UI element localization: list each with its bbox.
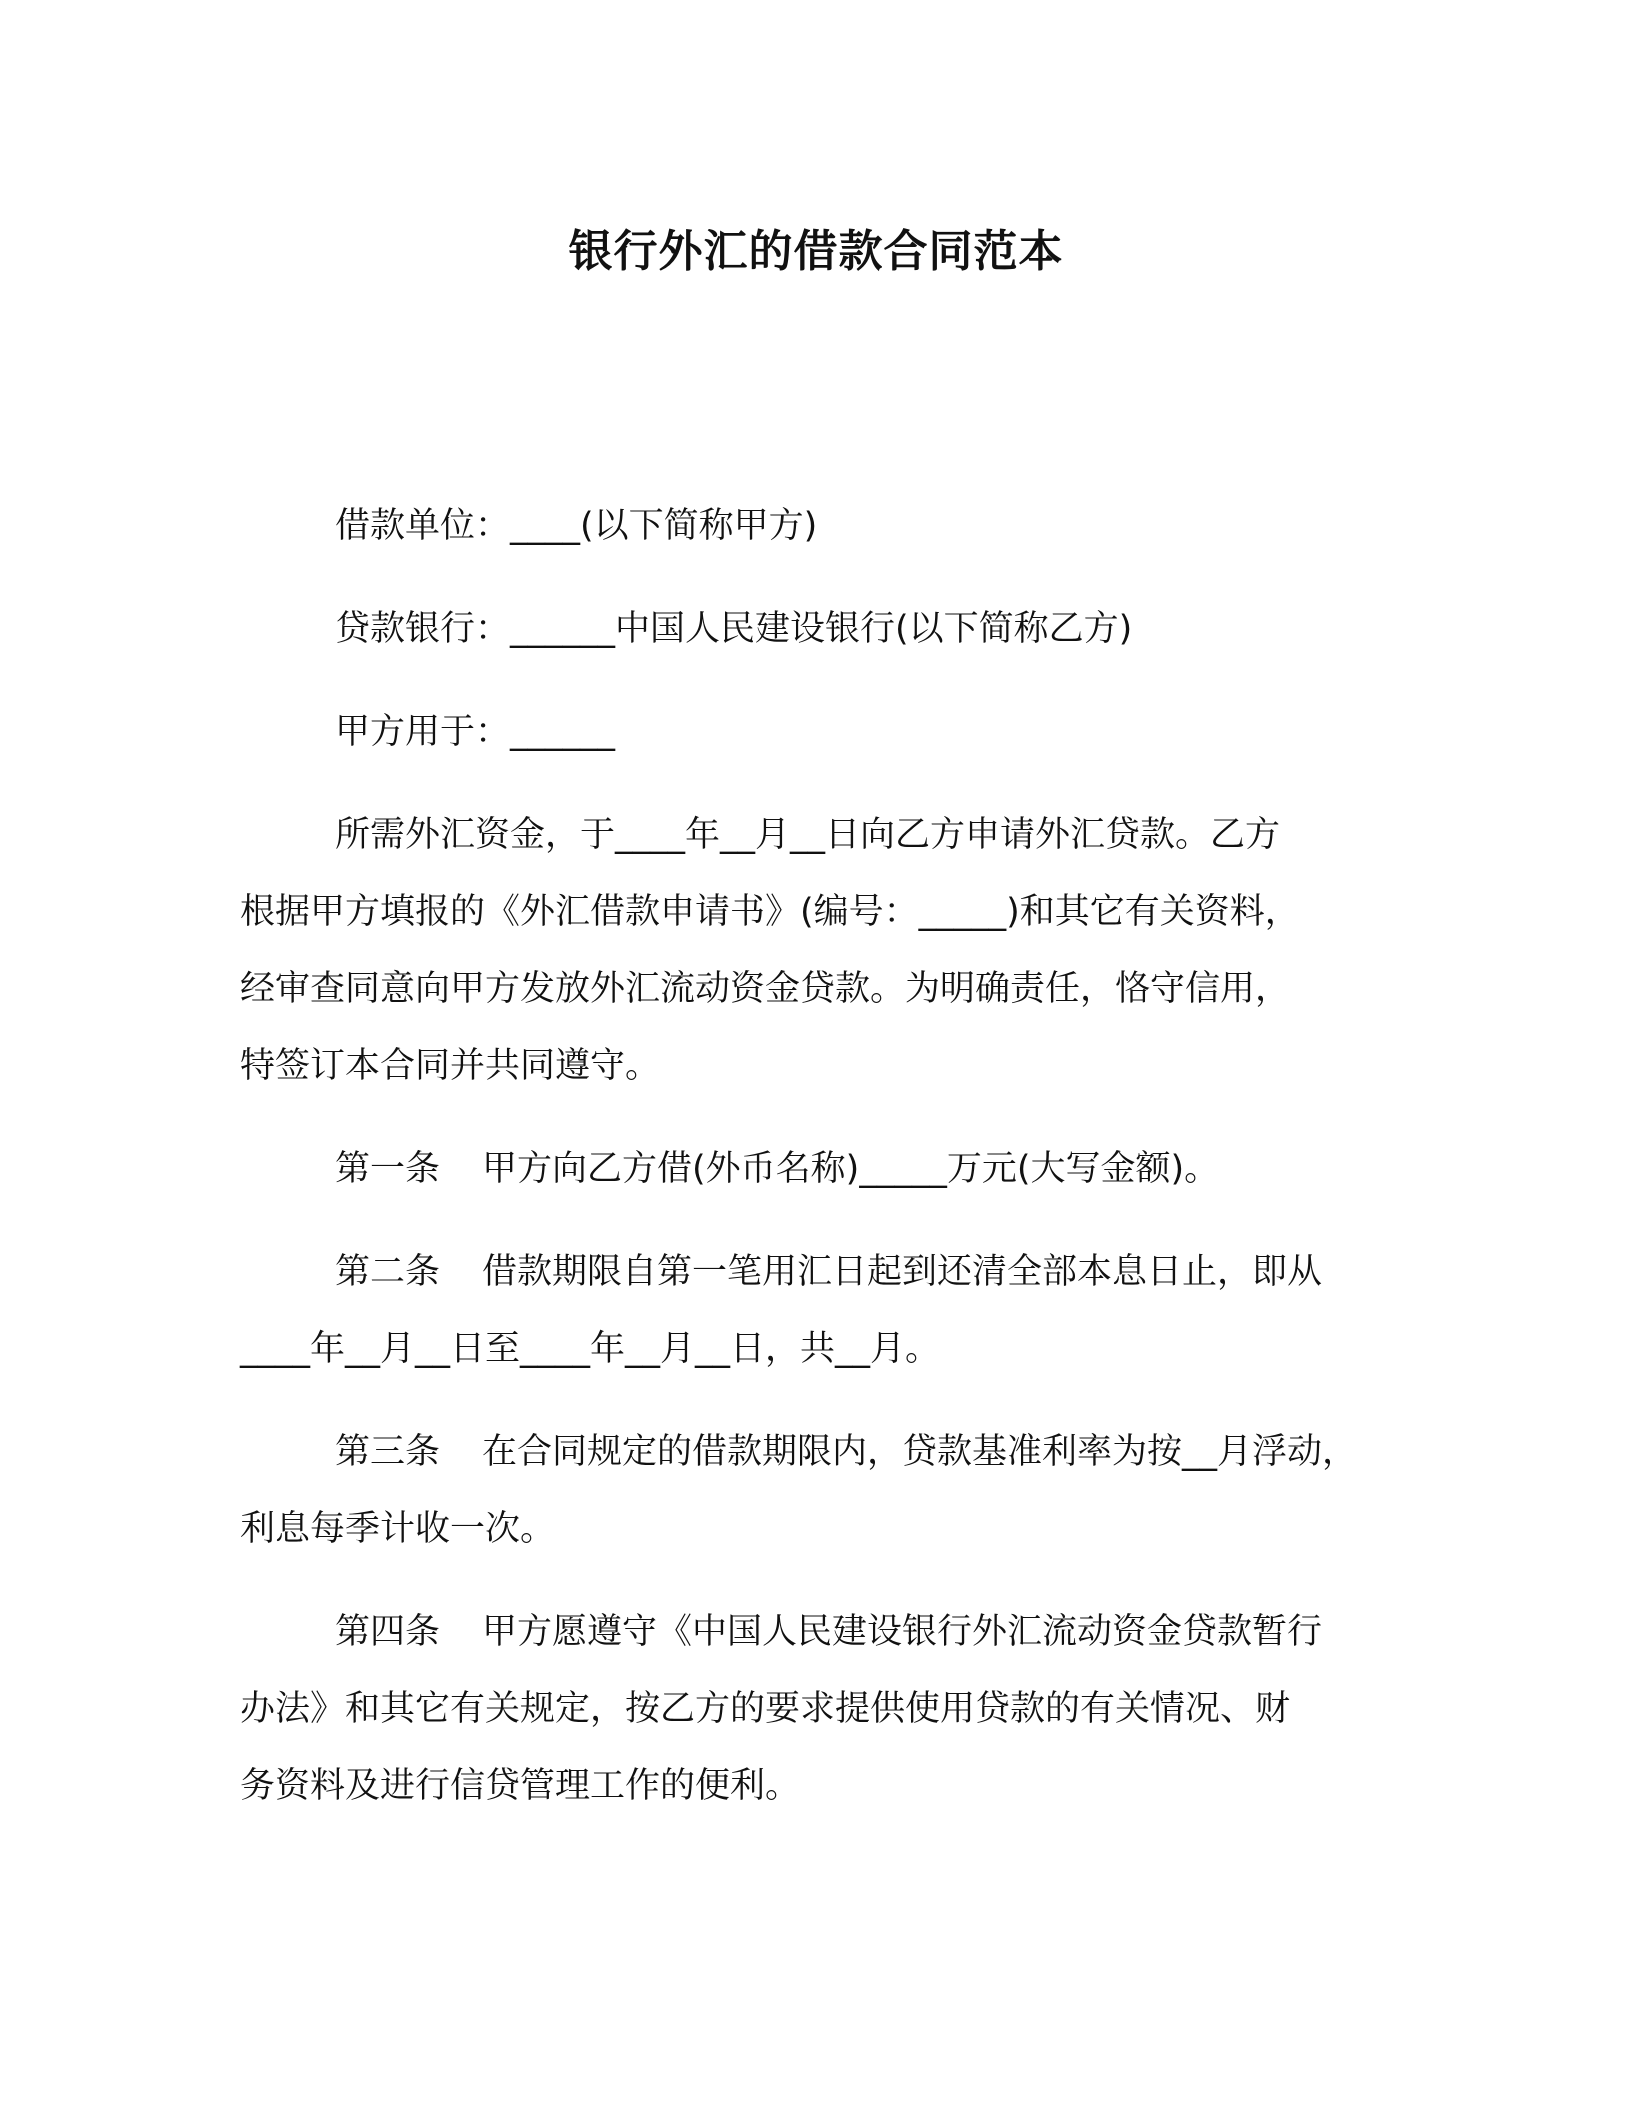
paragraph-borrower bbox=[240, 488, 1400, 565]
article-2 bbox=[240, 1234, 1400, 1388]
article-number: 第一条 bbox=[335, 1149, 441, 1189]
paragraph-line: 根据甲方填报的《外汇借款申请书》(编号：_____)和其它有关资料， bbox=[240, 892, 1300, 932]
article-text: 甲方向乙方借(外币名称)_____万元(大写金额)。 bbox=[482, 1149, 1220, 1189]
paragraph-line: ____年__月__日至____年__月__日，共__月。 bbox=[240, 1329, 941, 1369]
paragraph-line: 特签订本合同并共同遵守。 bbox=[240, 1046, 661, 1086]
article-3 bbox=[240, 1414, 1400, 1568]
article-text: 在合同规定的借款期限内，贷款基准利率为按__月浮动， bbox=[482, 1432, 1358, 1472]
paragraph-line: 经审查同意向甲方发放外汇流动资金贷款。为明确责任，恪守信用， bbox=[240, 969, 1291, 1009]
paragraph-lender-bank bbox=[240, 591, 1400, 668]
paragraph-purpose bbox=[240, 694, 1400, 771]
document-title: 银行外汇的借款合同范本 bbox=[568, 226, 1064, 277]
paragraph-line: 借款单位：____(以下简称甲方) bbox=[335, 506, 818, 546]
article-4 bbox=[240, 1594, 1400, 1825]
paragraph-line: 贷款银行：______中国人民建设银行(以下简称乙方) bbox=[335, 609, 1133, 649]
paragraph-line bbox=[240, 1594, 1400, 1671]
paragraph-line: 利息每季计收一次。 bbox=[240, 1509, 556, 1549]
article-text: 甲方愿遵守《中国人民建设银行外汇流动资金贷款暂行 bbox=[482, 1612, 1323, 1652]
article-number: 第四条 bbox=[335, 1612, 441, 1652]
paragraph-preamble bbox=[240, 797, 1400, 1105]
paragraph-line bbox=[240, 1131, 1400, 1208]
paragraph-line: 务资料及进行信贷管理工作的便利。 bbox=[240, 1766, 801, 1806]
paragraph-line bbox=[240, 1234, 1400, 1311]
document-body bbox=[240, 488, 1400, 1851]
article-1 bbox=[240, 1131, 1400, 1208]
article-text: 借款期限自第一笔用汇日起到还清全部本息日止，即从 bbox=[482, 1252, 1323, 1292]
paragraph-line: 办法》和其它有关规定，按乙方的要求提供使用贷款的有关情况、财 bbox=[240, 1689, 1291, 1729]
article-number: 第二条 bbox=[335, 1252, 441, 1292]
paragraph-line: 所需外汇资金，于____年__月__日向乙方申请外汇贷款。乙方 bbox=[335, 815, 1281, 855]
paragraph-line bbox=[240, 1414, 1400, 1491]
article-number: 第三条 bbox=[335, 1432, 441, 1472]
paragraph-line: 甲方用于：______ bbox=[335, 712, 616, 752]
